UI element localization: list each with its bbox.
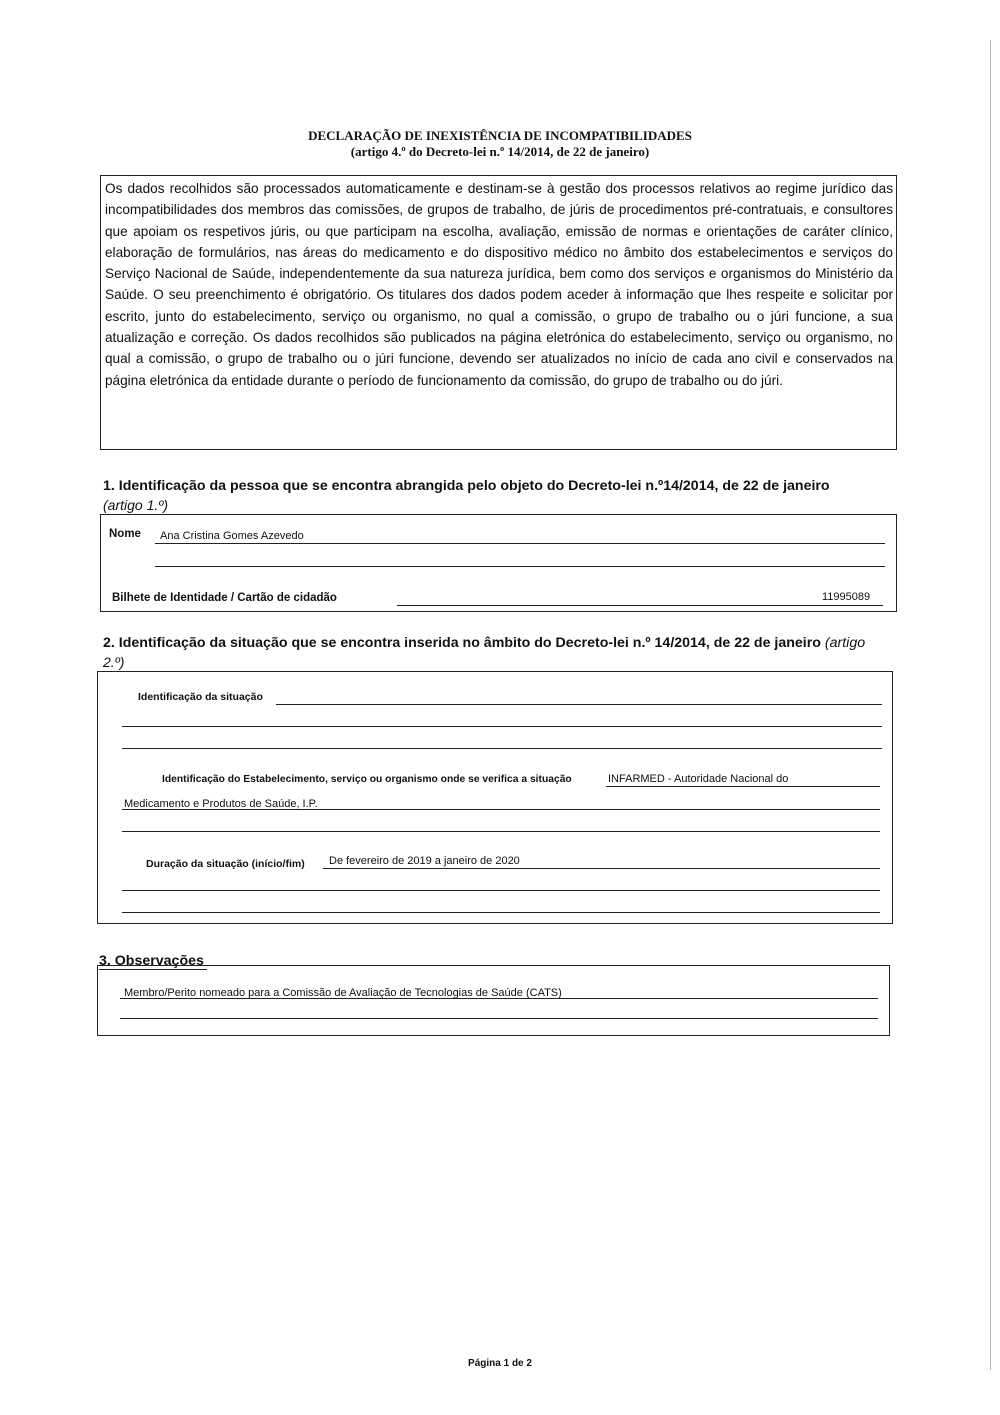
establishment-line-2 [122, 809, 880, 810]
id-label: Bilhete de Identidade / Cartão de cidadão [112, 592, 337, 604]
section3-box [97, 965, 890, 1036]
duration-label: Duração da situação (início/fim) [146, 858, 305, 870]
page-number: Página 1 de 2 [468, 1358, 532, 1369]
name-line [155, 543, 885, 544]
page-edge [990, 40, 991, 1370]
section2-heading-text: 2. Identificação da situação que se encontra inserida no âmbito do Decreto-lei n.º 14/2014, de 22 de janeiro [103, 635, 821, 651]
duration-line [323, 868, 880, 869]
section3-heading: 3. Observações [99, 953, 204, 969]
id-line [397, 605, 883, 606]
name-line-2 [155, 566, 885, 567]
duration-line-3 [122, 912, 880, 913]
document-subtitle: (artigo 4.º do Decreto-lei n.º 14/2014, de 22 de janeiro) [350, 144, 650, 159]
name-label: Nome [109, 528, 141, 540]
establishment-line [606, 786, 880, 787]
section1-heading: 1. Identificação da pessoa que se encontra abrangida pelo objeto do Decreto-lei n.º14/2014, de 22 de janeiro [103, 478, 830, 494]
situation-line-2 [122, 726, 882, 727]
situation-line [276, 704, 882, 705]
section2-heading [103, 634, 865, 652]
establishment-value-2[interactable]: Medicamento e Produtos de Saúde, I.P. [124, 798, 318, 810]
section2-subheading: 2.º) [103, 654, 125, 670]
situation-label: Identificação da situação [138, 691, 263, 703]
name-value[interactable]: Ana Cristina Gomes Azevedo [160, 530, 304, 542]
observations-value[interactable]: Membro/Perito nomeado para a Comissão de Avaliação de Tecnologias de Saúde (CATS) [124, 987, 562, 999]
section2-heading-suffix: (artigo [824, 635, 866, 651]
duration-line-2 [122, 890, 880, 891]
id-value[interactable]: 11995089 [822, 591, 871, 603]
section1-subheading: (artigo 1.º) [103, 497, 169, 513]
document-title: DECLARAÇÃO DE INEXISTÊNCIA DE INCOMPATIBILIDADES [308, 128, 692, 143]
observations-line [120, 998, 878, 999]
data-protection-notice: Os dados recolhidos são processados automaticamente e destinam-se à gestão dos processos relativos ao regime jurídico das incompatibilidades dos membros das comissões, de grupos de trabalho, de júris de procedimentos pré-contratuais, e consultores que apoiam os respetivos júris, ou que participam na escolha, avaliação, emissão de normas e orientações de caráter clínico, elaboração de formulários, nas áreas do medicamento e do dispositivo médico no âmbito dos estabelecimentos e serviços do Serviço Nacional de Saúde, independentemente da sua natureza jurídica, bem como dos serviços e organismos do Ministério da Saúde. O seu preenchimento é obrigatório. Os titulares dos dados podem aceder à informação que lhes respeite e solicitar por escrito, junto do estabelecimento, serviço ou organismo, no qual a comissão, o grupo de trabalho ou o júri funcione, a sua atualização e correção. Os dados recolhidos são publicados na página eletrónica do estabelecimento, serviço ou organismo, no qual a comissão, o grupo de trabalho ou o júri funcione, devendo ser atualizados no início de cada ano civil e conservados na página eletrónica da entidade durante o período de funcionamento da comissão, do grupo de trabalho ou do júri. [100, 175, 897, 450]
situation-line-3 [122, 748, 882, 749]
duration-value[interactable]: De fevereiro de 2019 a janeiro de 2020 [329, 855, 520, 867]
establishment-line-3 [122, 831, 880, 832]
establishment-value-1[interactable]: INFARMED - Autoridade Nacional do [608, 773, 789, 785]
observations-line-2 [120, 1018, 878, 1019]
establishment-label: Identificação do Estabelecimento, serviço ou organismo onde se verifica a situação [162, 774, 572, 785]
